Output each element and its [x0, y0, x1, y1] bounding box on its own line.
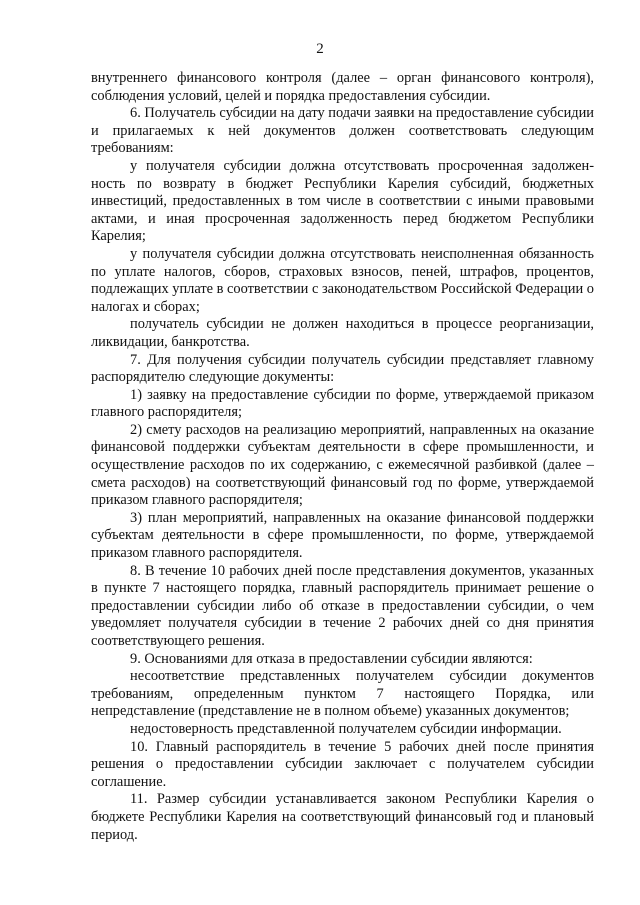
paragraph: у получателя субсидии должна отсутствовать просроченная задолжен-ность по возврату в бюджет Республики Карелия субсидий, бюджетных инвестиций, предоставленных в том числе в соответствии с иными правовыми актами, и иная просроченная задолженность перед бюджетом Республики Карелия; [91, 157, 594, 245]
paragraph: несоответствие представленных получателем субсидии документов требованиям, определенным пунктом 7 настоящего Порядка, или непредставление (представление не в полном объеме) указанных документов; [91, 668, 594, 720]
paragraph: 7. Для получения субсидии получатель субсидии представляет главному распорядителю следующие документы: [91, 351, 594, 386]
page-number: 2 [316, 41, 324, 57]
paragraph: недостоверность представленной получателем субсидии информации. [130, 720, 562, 737]
paragraph: 11. Размер субсидии устанавливается законом Республики Карелия о бюджете Республики Карелия на соответствующий финансовый год и плановый период. [91, 791, 594, 843]
paragraph: внутреннего финансового контроля (далее – орган финансового контроля), соблюдения условий, целей и порядка предоставления субсидии. [91, 70, 594, 104]
document-body [91, 70, 594, 844]
paragraph: 1) заявку на предоставление субсидии по форме, утверждаемой приказом главного распорядителя; [91, 386, 594, 421]
paragraph: у получателя субсидии должна отсутствовать неисполненная обязанность по уплате налогов, сборов, страховых взносов, пеней, штрафов, процентов, подлежащих уплате в соответствии с законодательством Российской Федерации о налогах и сборах; [91, 245, 594, 315]
paragraph: 10. Главный распорядитель в течение 5 рабочих дней после принятия решения о предоставлении субсидии заключает с получателем субсидии соглашение. [91, 738, 594, 790]
paragraph: 8. В течение 10 рабочих дней после представления документов, указанных в пункте 7 настоящего порядка, главный распорядитель принимает решение о предоставлении субсидии либо об отказе в предоставлении субсидии, о чем уведомляет получателя субсидии в течение 2 рабочих дней со дня принятия соответствующего решения. [91, 562, 594, 649]
paragraph: 2) смету расходов на реализацию мероприятий, направленных на оказание финансовой поддержки субъектам деятельности в сфере промышленности, и осуществление расходов по их содержанию, с ежемесячной разбивкой (далее – смета расходов) на соответствующий финансовый год по форме, утверждаемой приказом главного распорядителя; [91, 421, 594, 509]
paragraph: 6. Получатель субсидии на дату подачи заявки на предоставление субсидии и прилагаемых к ней документов должен соответствовать следующим требованиям: [91, 105, 595, 157]
paragraph: получатель субсидии не должен находиться в процессе реорганизации, ликвидации, банкротства. [91, 316, 594, 350]
paragraph: 9. Основаниями для отказа в предоставлении субсидии являются: [130, 650, 533, 667]
paragraph: 3) план мероприятий, направленных на оказание финансовой поддержки субъектам деятельности в сфере промышленности, по форме, утверждаемой приказом главного распорядителя. [91, 509, 594, 562]
